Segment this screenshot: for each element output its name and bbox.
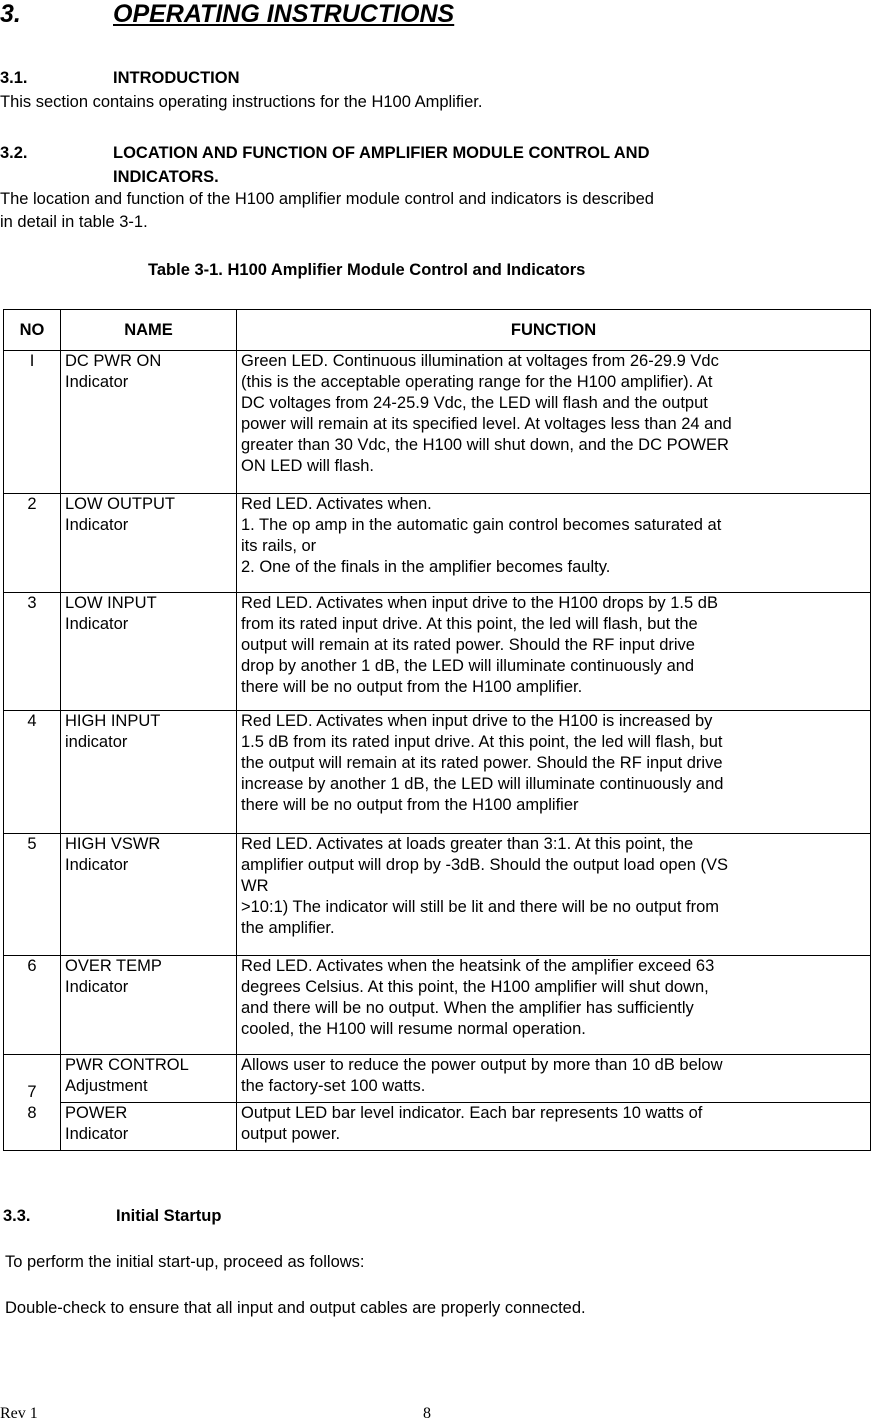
footer-revision: Rev 1 [0, 1405, 38, 1422]
table-row [4, 711, 871, 834]
header-name: NAME [61, 310, 237, 351]
row-function: Red LED. Activates when input drive to the H100 drops by 1.5 dB from its rated input drive. At this point, the led will flash, but the output will remain at its rated power. Should the RF input drive drop by another 1 dB, the LED will illuminate continuously and there will be no output from the H100 amplifier. [237, 593, 871, 711]
row-function: Output LED bar level indicator. Each bar represents 10 watts of output power. [237, 1103, 871, 1151]
location-text-line1: The location and function of the H100 amplifier module control and indicators is described [0, 190, 654, 208]
footer-page-number: 8 [423, 1405, 431, 1422]
location-heading-line2: INDICATORS. [113, 168, 219, 186]
row-name: LOW OUTPUT Indicator [61, 494, 237, 593]
location-text-line2: in detail in table 3-1. [0, 213, 148, 231]
row-no: 7 8 [4, 1055, 61, 1151]
row-function: Allows user to reduce the power output by more than 10 dB below the factory-set 100 watts. [237, 1055, 871, 1103]
row-name: LOW INPUT Indicator [61, 593, 237, 711]
startup-text-2: Double-check to ensure that all input and output cables are properly connected. [5, 1299, 586, 1317]
table-row [4, 494, 871, 593]
table-row [4, 351, 871, 494]
startup-text-1: To perform the initial start-up, proceed as follows: [5, 1253, 365, 1271]
row-no: 3 [4, 593, 61, 711]
header-no: NO [4, 310, 61, 351]
startup-number: 3.3. [3, 1207, 31, 1225]
intro-number: 3.1. [0, 69, 28, 87]
startup-heading: Initial Startup [116, 1207, 222, 1225]
table-row [4, 834, 871, 956]
row-name: HIGH VSWR Indicator [61, 834, 237, 956]
section-title: OPERATING INSTRUCTIONS [113, 0, 455, 28]
row-name: PWR CONTROL Adjustment [61, 1055, 237, 1103]
table-row [4, 956, 871, 1055]
table-header-row [4, 310, 871, 351]
intro-heading: INTRODUCTION [113, 69, 240, 87]
row-name: DC PWR ON Indicator [61, 351, 237, 494]
row-function: Red LED. Activates when input drive to the H100 is increased by 1.5 dB from its rated input drive. At this point, the led will flash, but the output will remain at its rated power. Should the RF input drive increase by another 1 dB, the LED will illuminate continuously and there will be no output from the H100 amplifier [237, 711, 871, 834]
section-number: 3. [0, 0, 21, 28]
table-row [4, 1103, 871, 1151]
row-function: Green LED. Continuous illumination at voltages from 26-29.9 Vdc (this is the acceptable operating range for the H100 amplifier). At DC voltages from 24-25.9 Vdc, the LED will flash and the output power will remain at its specified level. At voltages less than 24 and greater than 30 Vdc, the H100 will shut down, and the DC POWER ON LED will flash. [237, 351, 871, 494]
table-caption: Table 3-1. H100 Amplifier Module Control and Indicators [148, 261, 586, 279]
table-row [4, 593, 871, 711]
row-name: HIGH INPUT indicator [61, 711, 237, 834]
row-name: POWER Indicator [61, 1103, 237, 1151]
row-function: Red LED. Activates when. 1. The op amp in the automatic gain control becomes saturated at its rails, or 2. One of the finals in the amplifier becomes faulty. [237, 494, 871, 593]
row-function: Red LED. Activates when the heatsink of the amplifier exceed 63 degrees Celsius. At this point, the H100 amplifier will shut down, and there will be no output. When the amplifier has sufficiently cooled, the H100 will resume normal operation. [237, 956, 871, 1055]
row-no: 4 [4, 711, 61, 834]
section-heading [0, 0, 455, 29]
header-function: FUNCTION [237, 310, 871, 351]
table-row [4, 1055, 871, 1103]
intro-text: This section contains operating instructions for the H100 Amplifier. [0, 93, 483, 111]
control-indicator-table [3, 309, 871, 1151]
row-no: 6 [4, 956, 61, 1055]
row-name: OVER TEMP Indicator [61, 956, 237, 1055]
location-heading-line1: LOCATION AND FUNCTION OF AMPLIFIER MODULE CONTROL AND [113, 144, 650, 162]
row-no: 2 [4, 494, 61, 593]
location-number: 3.2. [0, 144, 28, 162]
row-no: 5 [4, 834, 61, 956]
row-no: I [4, 351, 61, 494]
row-function: Red LED. Activates at loads greater than 3:1. At this point, the amplifier output will drop by -3dB. Should the output load open (VS WR >10:1) The indicator will still be lit and there will be no output from the amplifier. [237, 834, 871, 956]
